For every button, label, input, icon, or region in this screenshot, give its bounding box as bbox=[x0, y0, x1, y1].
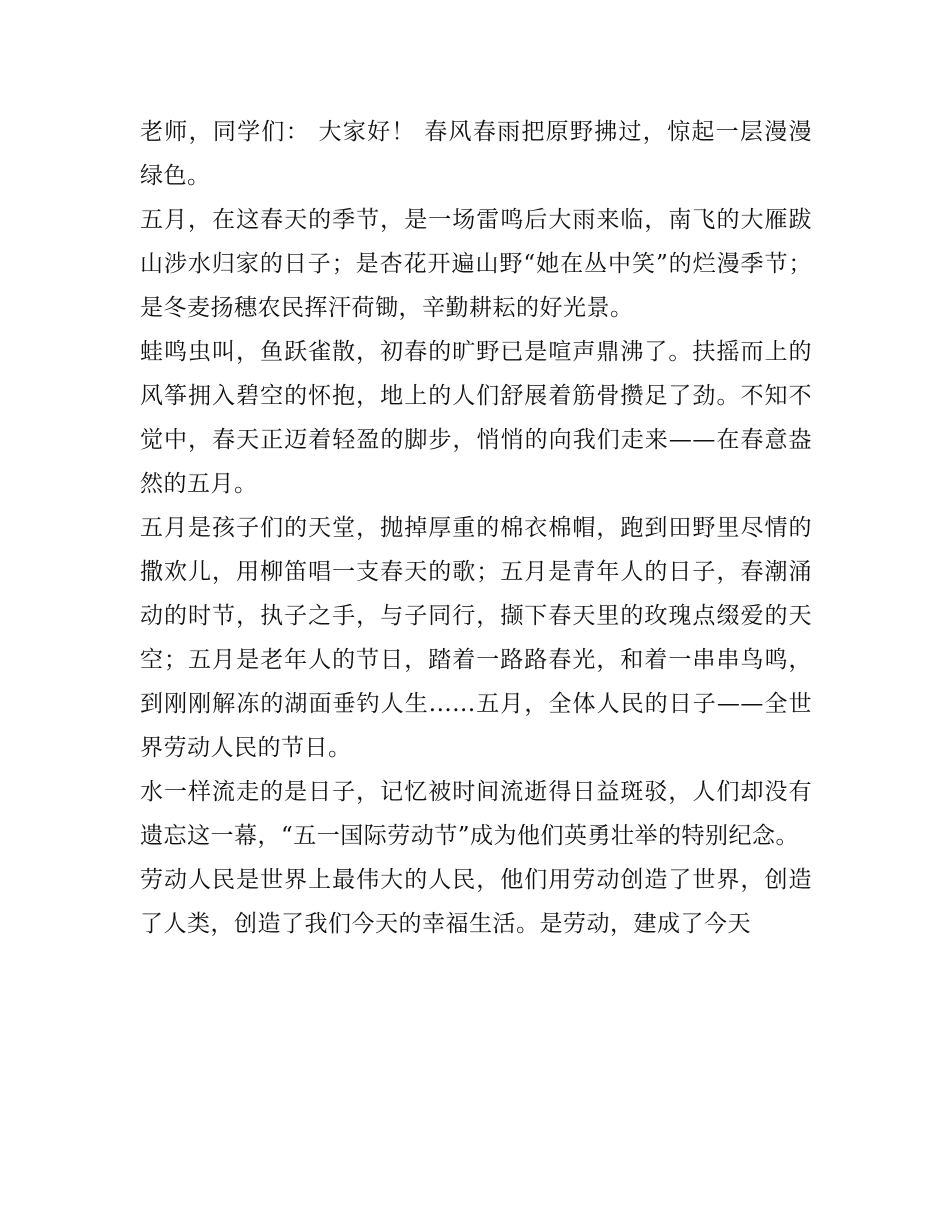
paragraph-early-spring: 蛙鸣虫叫，鱼跃雀散，初春的旷野已是喧声鼎沸了。扶摇而上的风筝拥入碧空的怀抱，地上的人们舒展着筋骨攒足了劲。不知不觉中，春天正迈着轻盈的脚步，悄悄的向我们走来——在春意盎然的五月。 bbox=[140, 339, 812, 497]
paragraph-memory: 水一样流走的是日子，记忆被时间流逝得日益斑驳，人们却没有遗忘这一幕，“五一国际劳动节”成为他们英勇壮举的特别纪念。 bbox=[140, 779, 812, 849]
paragraph-may-season: 五月，在这春天的季节，是一场雷鸣后大雨来临，南飞的大雁跋山涉水归家的日子；是杏花开遍山野“她在丛中笑”的烂漫季节；是冬麦扬穗农民挥汗荷锄，辛勤耕耘的好光景。 bbox=[140, 207, 812, 321]
paragraph-greeting: 老师，同学们： 大家好！ 春风春雨把原野拂过，惊起一层漫漫绿色。 bbox=[140, 119, 812, 189]
paragraph-may-people: 五月是孩子们的天堂，抛掉厚重的棉衣棉帽，跑到田野里尽情的撒欢儿，用柳笛唱一支春天的歌；五月是青年人的日子，春潮涌动的时节，执子之手，与子同行，撷下春天里的玫瑰点缀爱的天空；五月是老年人的节日，踏着一路路春光，和着一串串鸟鸣，到刚刚解冻的湖面垂钓人生......五月，全体人民的日子——全世界劳动人民的节日。 bbox=[140, 515, 812, 761]
document-body bbox=[140, 110, 812, 946]
paragraph-labor-people: 劳动人民是世界上最伟大的人民，他们用劳动创造了世界，创造了人类，创造了我们今天的幸福生活。是劳动，建成了今天 bbox=[140, 867, 812, 937]
